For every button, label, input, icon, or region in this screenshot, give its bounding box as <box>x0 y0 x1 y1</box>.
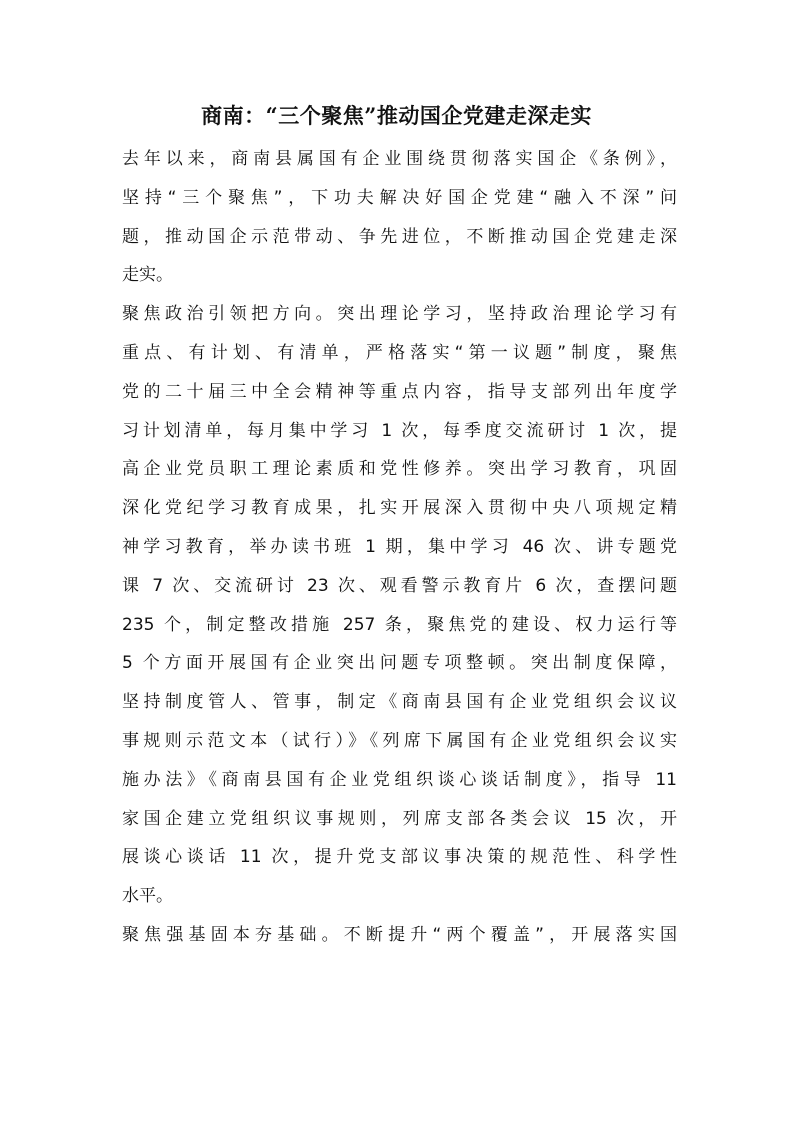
text-line: 走实。 <box>122 265 173 286</box>
text-line: 党的二十届三中全会精神等重点内容，指导支部列出年度学 <box>122 381 677 402</box>
text-line: 坚持“三个聚焦”，下功夫解决好国企党建“融入不深”问 <box>122 187 677 208</box>
text-line: 聚焦政治引领把方向。突出理论学习，坚持政治理论学习有 <box>122 304 677 325</box>
text-line: 5 个方面开展国有企业突出问题专项整顿。突出制度保障， <box>122 653 677 674</box>
document-body <box>122 140 677 955</box>
text-line: 事规则示范文本（试行）》《列席下属国有企业党组织会议实 <box>122 730 677 751</box>
text-line: 去年以来，商南县属国有企业围绕贯彻落实国企《条例》， <box>122 149 677 169</box>
text-line: 重点、有计划、有清单，严格落实“第一议题”制度，聚焦 <box>122 342 677 363</box>
text-line: 题，推动国企示范带动、争先进位，不断推动国企党建走深 <box>122 226 677 247</box>
text-line: 习计划清单，每月集中学习 1 次，每季度交流研讨 1 次，提 <box>122 420 677 441</box>
text-line: 高企业党员职工理论素质和党性修养。突出学习教育，巩固 <box>122 459 677 480</box>
text-line: 水平。 <box>122 886 173 907</box>
text-line: 235 个，制定整改措施 257 条，聚焦党的建设、权力运行等 <box>122 614 677 635</box>
text-line: 课 7 次、交流研讨 23 次、观看警示教育片 6 次，查摆问题 <box>122 575 677 596</box>
text-line: 深化党纪学习教育成果，扎实开展深入贯彻中央八项规定精 <box>122 498 677 519</box>
text-line: 展谈心谈话 11 次，提升党支部议事决策的规范性、科学性 <box>122 847 677 868</box>
document-title: 商南：“三个聚焦”推动国企党建走深走实 <box>201 103 592 128</box>
text-line: 神学习教育，举办读书班 1 期，集中学习 46 次、讲专题党 <box>122 536 677 557</box>
text-line: 聚焦强基固本夯基础。不断提升“两个覆盖”，开展落实国 <box>122 924 677 945</box>
text-line: 坚持制度管人、管事，制定《商南县国有企业党组织会议议 <box>122 692 677 713</box>
text-line: 家国企建立党组织议事规则，列席支部各类会议 15 次，开 <box>122 808 677 829</box>
text-line: 施办法》《商南县国有企业党组织谈心谈话制度》，指导 11 <box>122 769 677 790</box>
